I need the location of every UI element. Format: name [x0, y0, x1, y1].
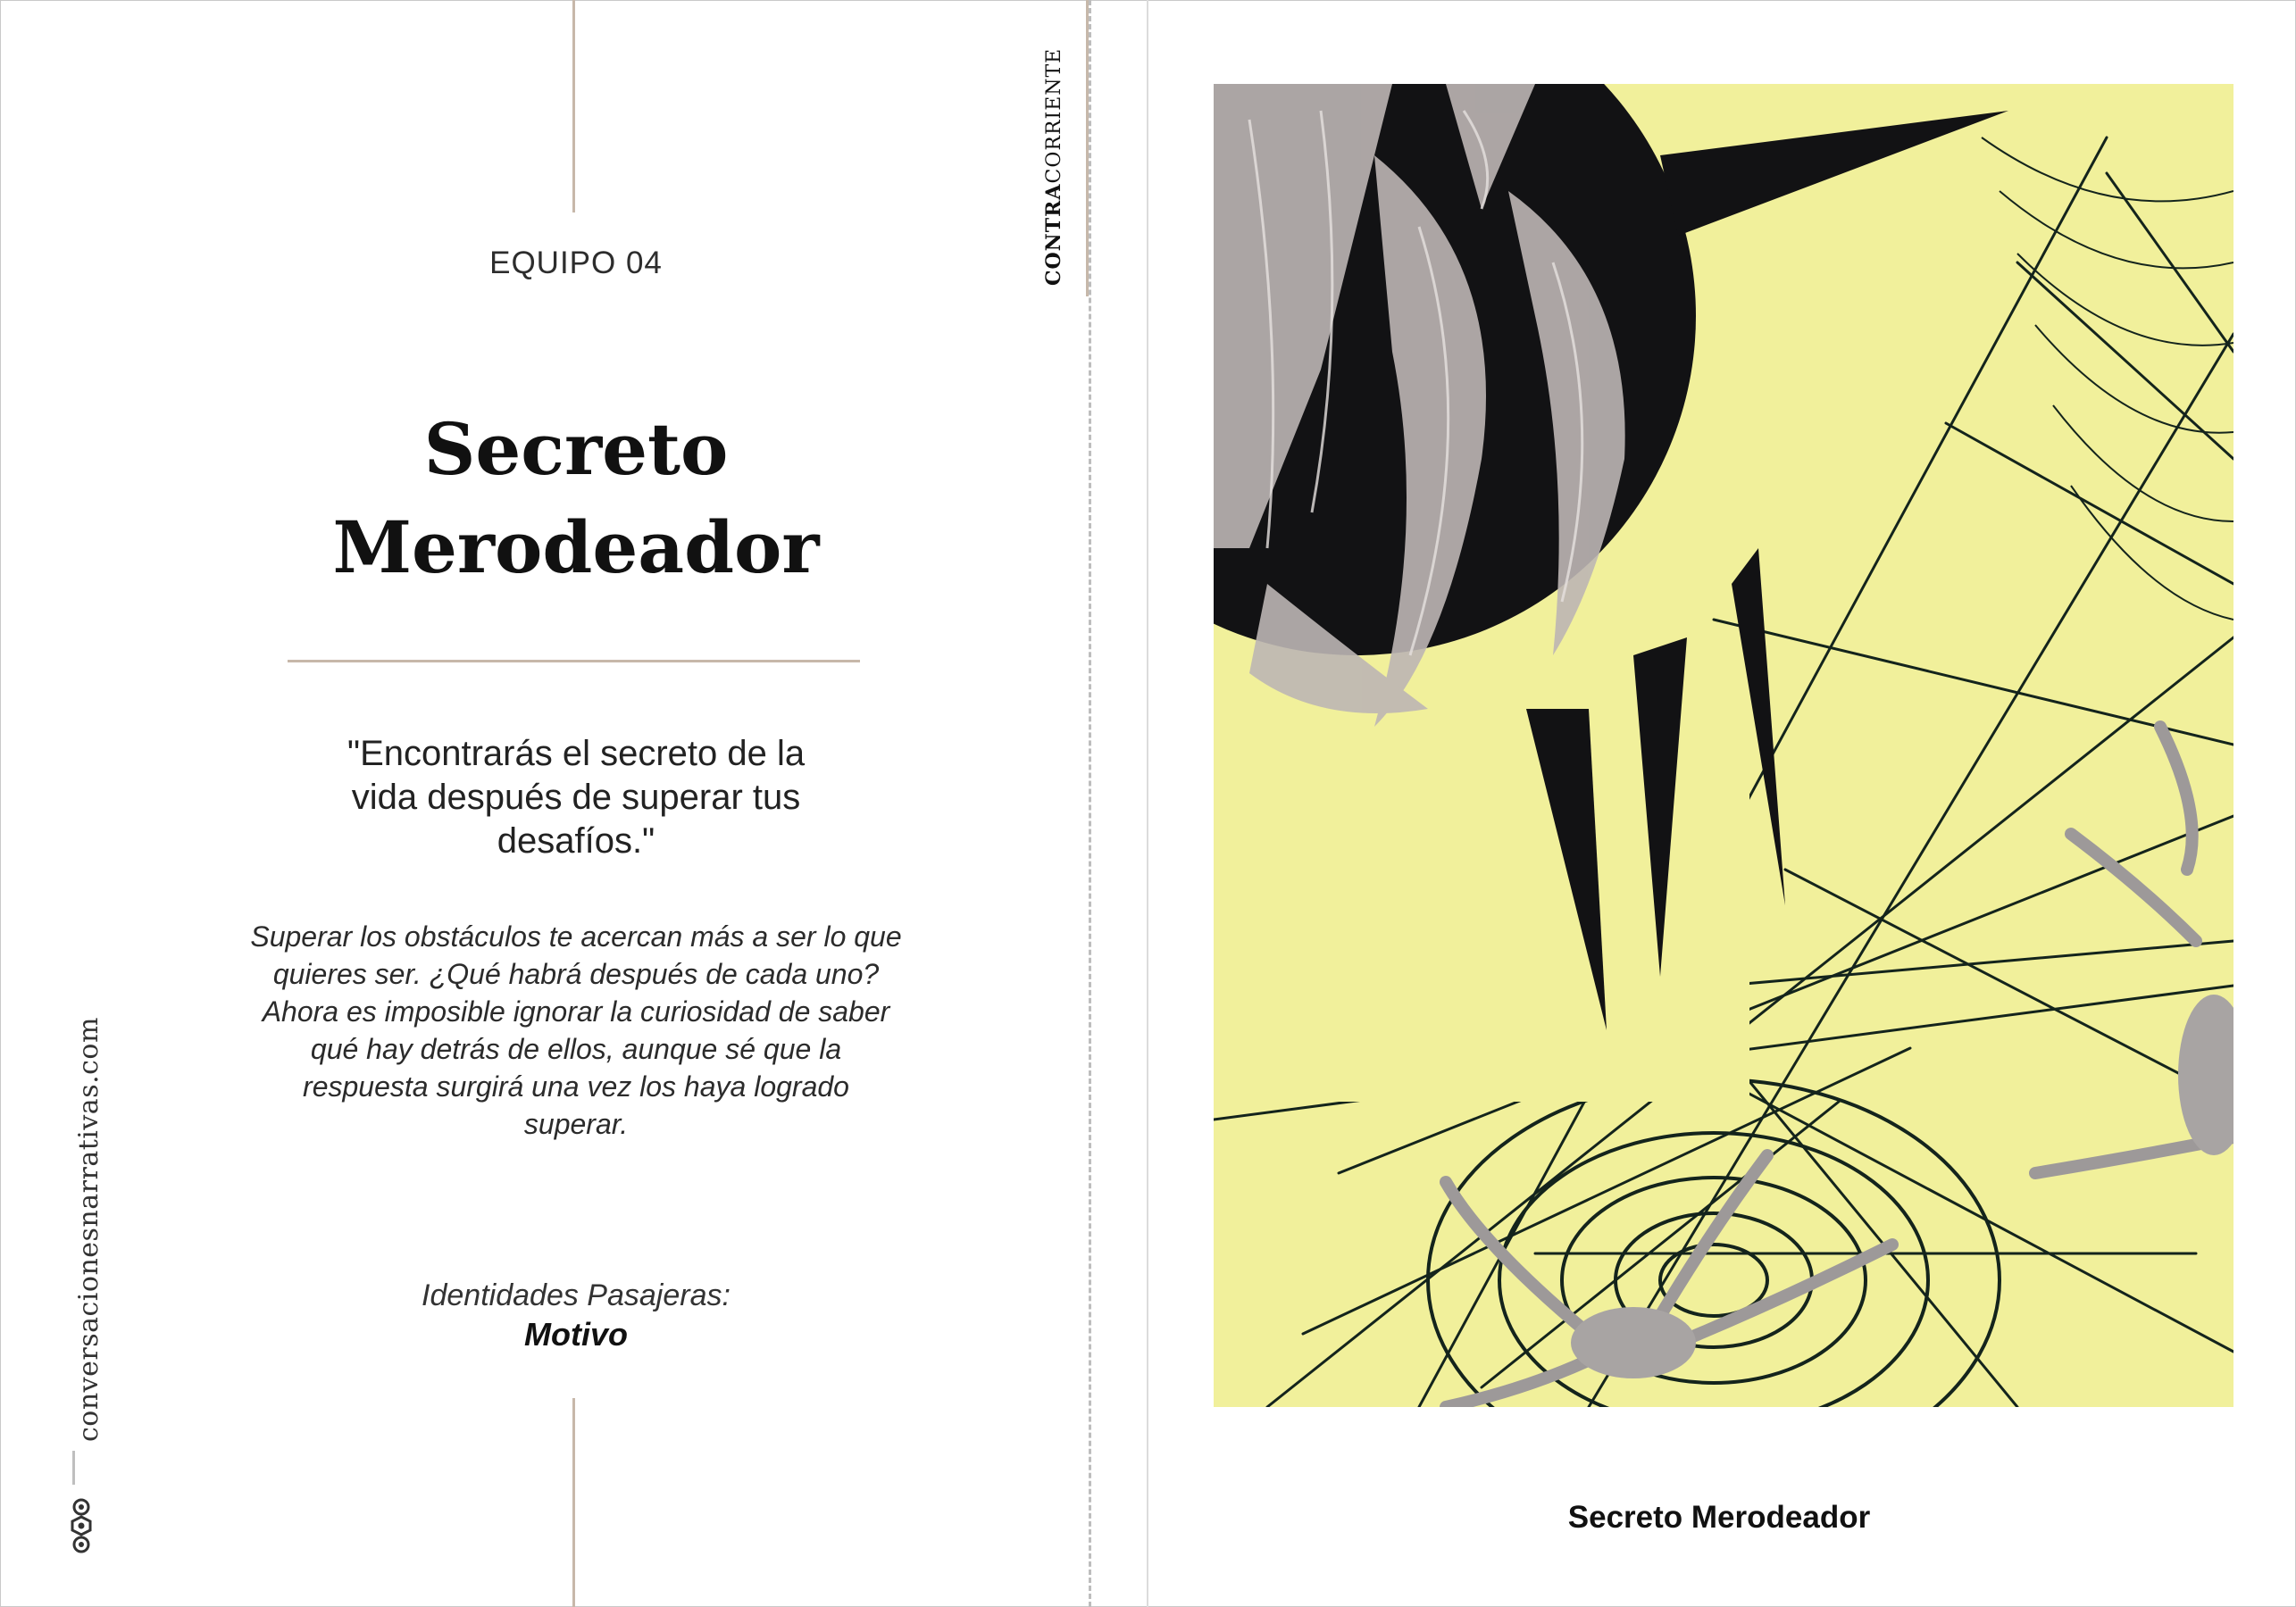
website-url: conversacionesnarrativas.com	[73, 1017, 104, 1442]
quote	[295, 732, 857, 863]
website-divider	[72, 1451, 75, 1485]
quote-line-1: "Encontrarás el secreto de la	[346, 734, 806, 773]
hexagon-circles-logo-icon	[67, 1498, 96, 1553]
spine	[1090, 0, 1148, 1607]
quote-line-2: vida después de superar tus	[351, 778, 801, 817]
fold-dashed-line	[1089, 0, 1091, 1607]
synopsis-line: quieres ser. ¿Qué habrá después de cada uno?	[272, 958, 880, 990]
synopsis	[241, 918, 911, 1143]
back-title-line-2: Merodeador	[332, 505, 820, 589]
spine-brand	[1036, 36, 1072, 286]
synopsis-line: Ahora es imposible ignorar la curiosidad de saber	[262, 995, 890, 1028]
quote-line-3: desafíos."	[497, 821, 655, 861]
synopsis-line: Superar los obstáculos te acercan más a ser lo que	[250, 920, 902, 953]
series-name: Motivo	[524, 1316, 628, 1353]
back-title-line-1: Secreto	[423, 407, 729, 491]
synopsis-line: qué hay detrás de ellos, aunque sé que la	[310, 1033, 842, 1065]
cover-illustration	[1214, 84, 2233, 1407]
top-vertical-rule	[572, 0, 575, 212]
synopsis-line: respuesta surgirá una vez los haya logrado	[303, 1070, 849, 1103]
team-label: EQUIPO 04	[489, 246, 663, 280]
front-cover-title: Secreto Merodeador	[1567, 1500, 1871, 1535]
spine-brand-light: CORRIENTE	[1043, 47, 1065, 184]
spine-brand-strong: CONTRA	[1042, 183, 1065, 286]
title-divider	[288, 660, 860, 662]
bottom-vertical-rule	[572, 1398, 575, 1607]
synopsis-line: superar.	[523, 1108, 629, 1140]
back-title	[268, 400, 884, 596]
series-label: Identidades Pasajeras:	[422, 1278, 731, 1312]
